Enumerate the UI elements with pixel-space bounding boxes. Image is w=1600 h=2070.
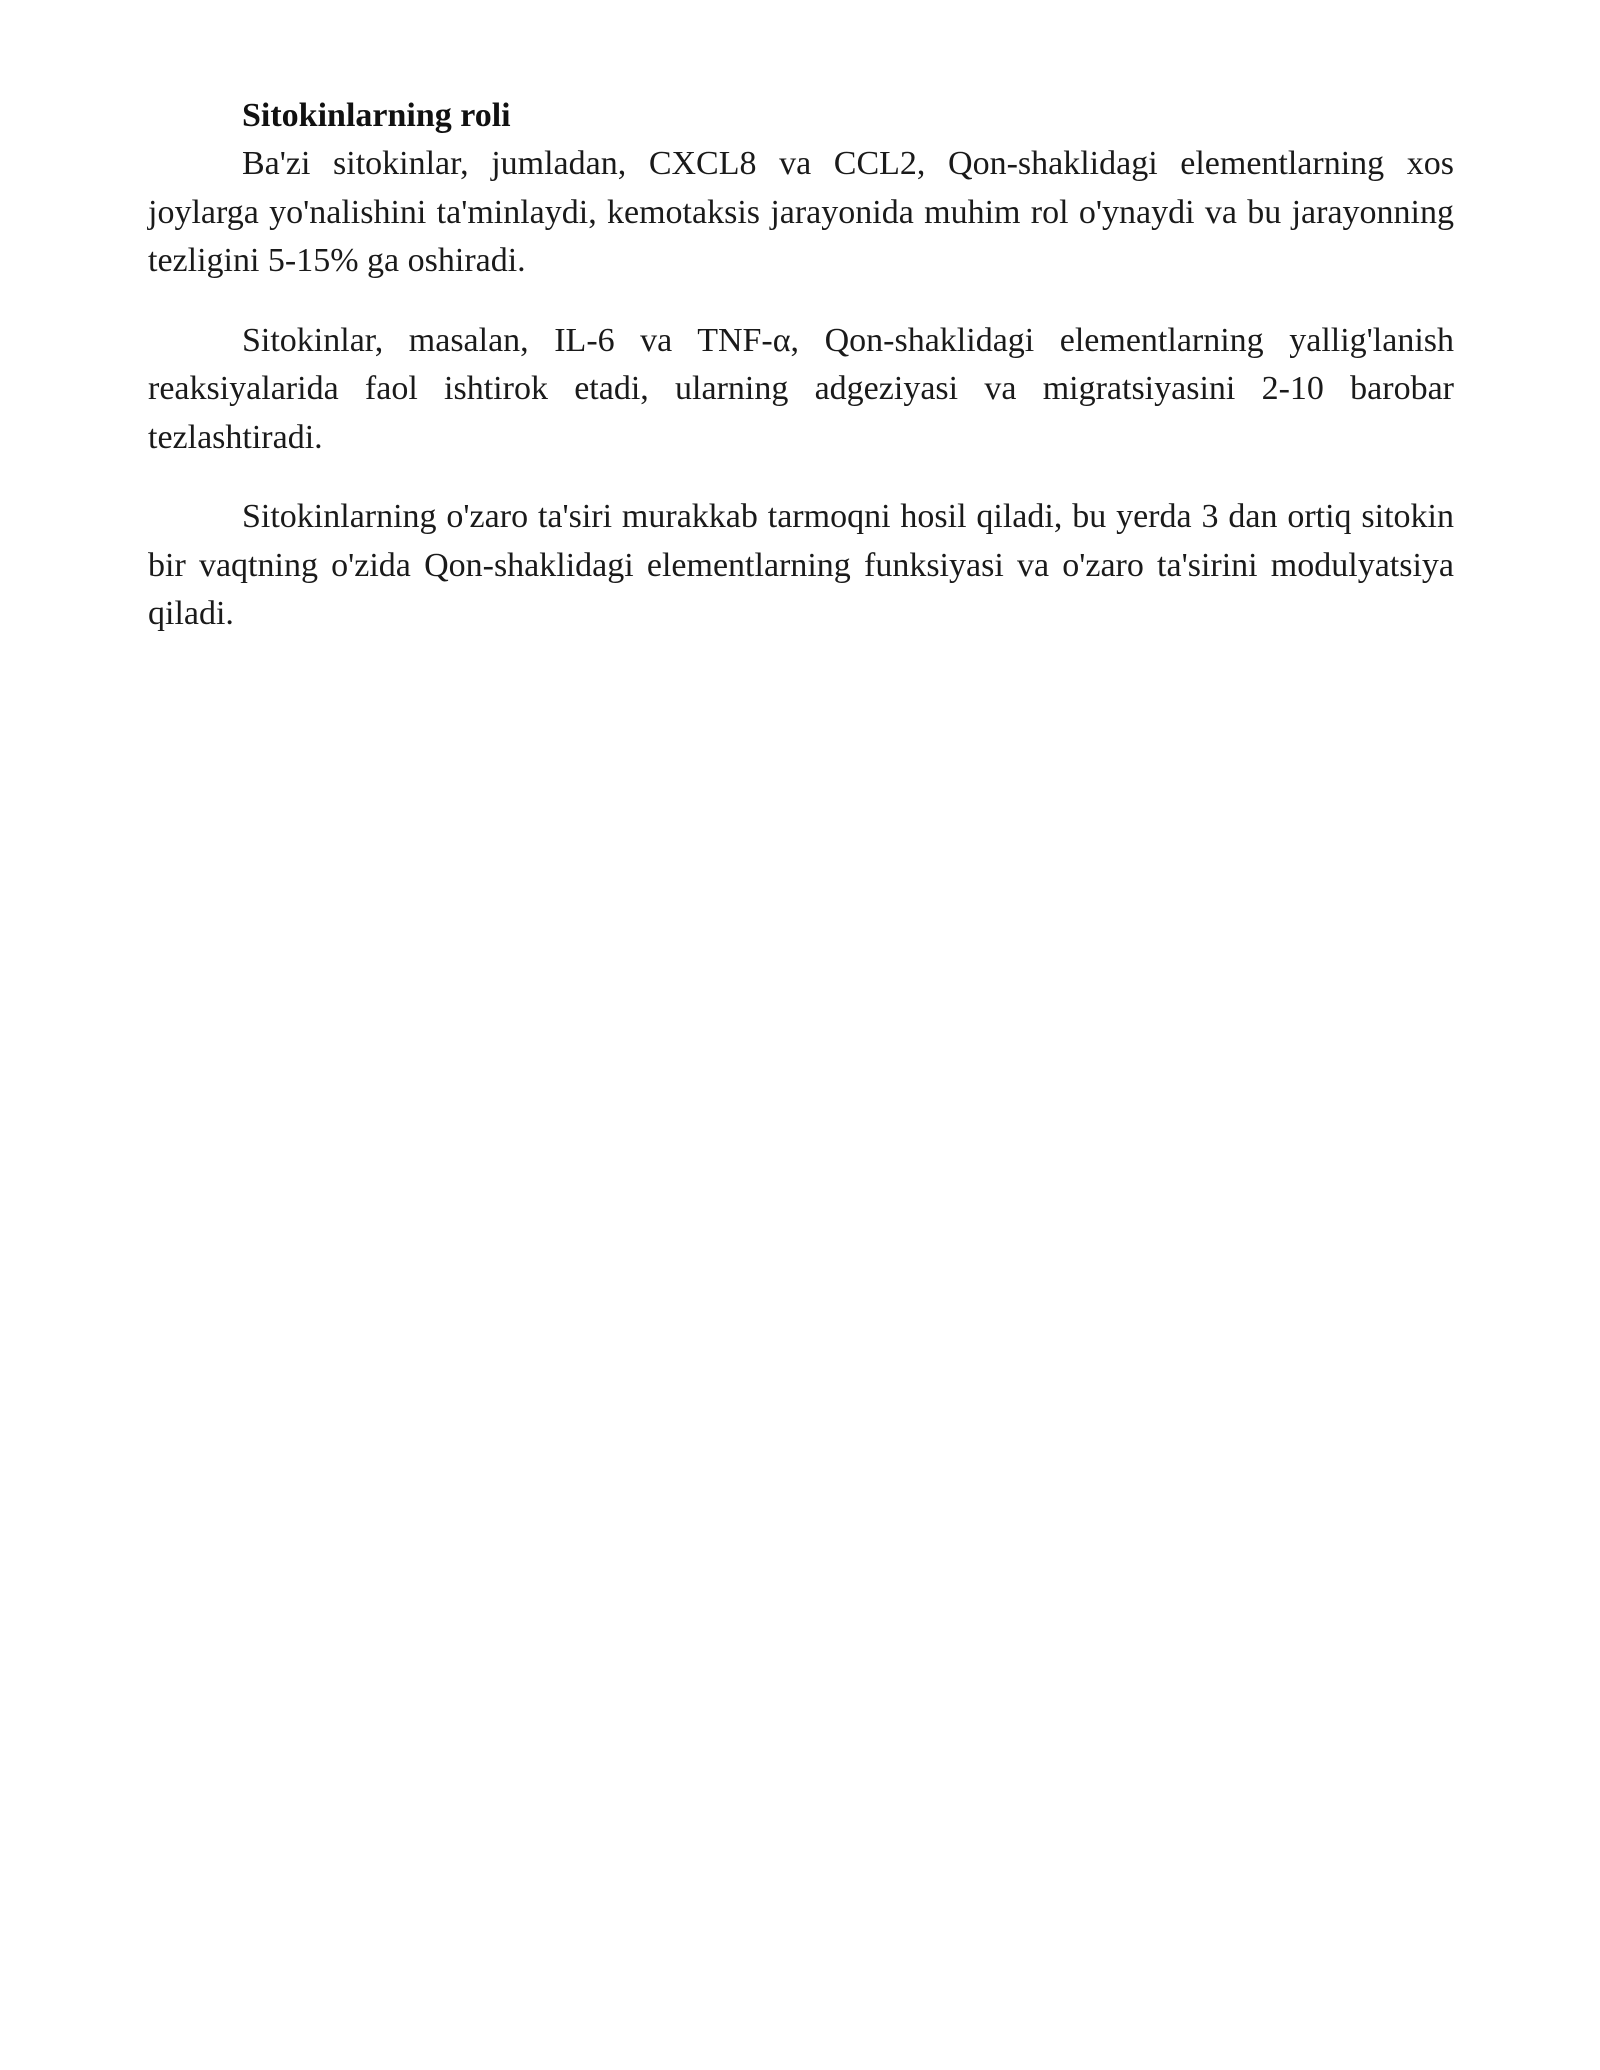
paragraph: Ba'zi sitokinlar, jumladan, CXCL8 va CCL2, Qon-shaklidagi elementlarning xos joylarga yo'nalishini ta'minlaydi, kemotaksis jarayonida muhim rol o'ynaydi va bu jarayonning tezligini 5-15% ga oshiradi.: [148, 145, 1454, 279]
paragraph: Sitokinlar, masalan, IL-6 va TNF-α, Qon-shaklidagi elementlarning yallig'lanish reaksiyalarida faol ishtirok etadi, ularning adgeziyasi va migratsiyasini 2-10 barobar tezlashtiradi.: [148, 321, 1454, 456]
paragraph: Sitokinlarning o'zaro ta'siri murakkab tarmoqni hosil qiladi, bu yerda 3 dan ortiq sitokin bir vaqtning o'zida Qon-shaklidagi elementlarning funksiyasi va o'zaro ta'sirini modulyatsiya qiladi.: [148, 498, 1454, 632]
section-heading: Sitokinlarning roli: [242, 97, 511, 134]
text-body: [148, 92, 1454, 639]
